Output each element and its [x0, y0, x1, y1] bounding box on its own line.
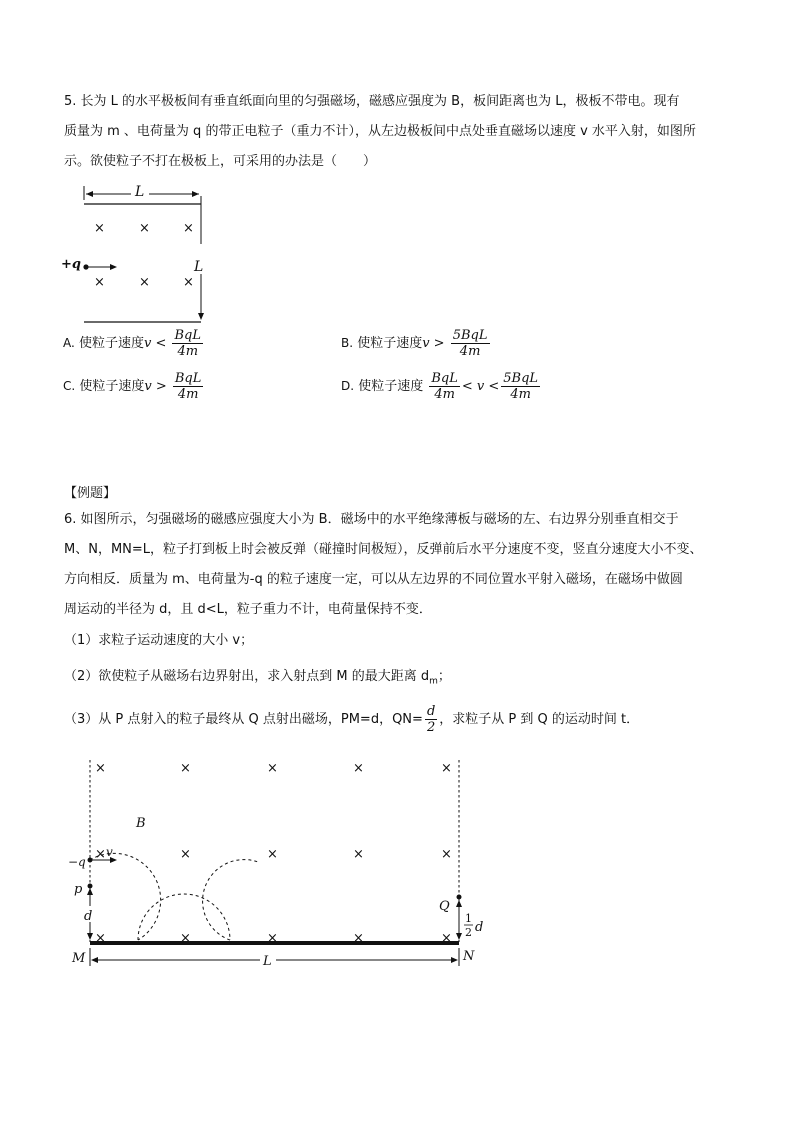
q6-label-d: d	[84, 909, 93, 924]
q6-field-cross: ×	[353, 847, 364, 862]
q6-label-p: p	[74, 882, 83, 897]
q6-field-cross: ×	[267, 931, 278, 946]
q6-field-cross: ×	[180, 931, 191, 946]
q6-label-half-den: 2	[465, 926, 472, 939]
q5-line-1: 5. 长为 L 的水平极板间有垂直纸面向里的匀强磁场，磁感应强度为 B，板间距离也为 L，极板不带电。现有	[64, 94, 680, 109]
q6-field-cross: ×	[353, 931, 364, 946]
q5-label-L-right: L	[194, 259, 204, 275]
q6-label-half-d: d	[475, 920, 484, 935]
q5-field-cross: ×	[94, 275, 105, 290]
q5-option-d-fraction-2: $\frac{\text{5BqL}}{4m}$	[503, 371, 539, 402]
q5-label-L-top: L	[135, 184, 145, 200]
q6-label-v: v	[106, 845, 113, 859]
q5-figure	[55, 178, 225, 330]
q6-label-half-num: 1	[465, 912, 472, 925]
q6-field-cross: ×	[441, 761, 452, 776]
q5-option-d[interactable]: D. 使粒子速度 $\frac{\text{BqL}}{4m}$ < v < $\frac{\text{5BqL}}{4m}$	[341, 371, 539, 402]
q5-field-cross: ×	[183, 275, 194, 290]
q5-field-cross: ×	[139, 221, 150, 236]
q6-line-3: 方向相反．质量为 m、电荷量为-q 的粒子速度一定，可以从左边界的不同位置水平射入磁场，在磁场中做圆	[64, 572, 683, 587]
q6-field-cross: ×	[95, 761, 106, 776]
q5-option-b-fraction: $\frac{\text{5BqL}}{4m}$	[452, 328, 488, 359]
q5-field-cross: ×	[94, 221, 105, 236]
q6-label-Q: Q	[439, 899, 450, 914]
q6-label-B: B	[136, 816, 146, 831]
q6-label-M: M	[72, 951, 86, 966]
q6-sub-question-2: （2）欲使粒子从磁场右边界射出，求入射点到 M 的最大距离 $d_m$；	[64, 669, 451, 687]
q6-field-cross: ×	[441, 931, 452, 946]
q5-label-charge: +q	[61, 257, 81, 272]
q6-sub-question-3: （3）从 P 点射入的粒子最终从 Q 点射出磁场，PM=d，QN= $\frac{d}{2}$ ，求粒子从 P 到 Q 的运动时间 t．	[64, 704, 640, 735]
q6-line-1: 6. 如图所示，匀强磁场的磁感应强度大小为 B．磁场中的水平绝缘薄板与磁场的左、右边界分别垂直相交于	[64, 512, 679, 527]
q5-field-cross: ×	[139, 275, 150, 290]
q6-label-minus-q: −q	[68, 855, 86, 869]
q6-field-cross: ×	[180, 761, 191, 776]
q6-field-cross: ×	[267, 847, 278, 862]
q5-option-c[interactable]: C. 使粒子速度v > $\frac{\text{BqL}}{4m}$	[63, 371, 202, 402]
q5-option-c-fraction: $\frac{\text{BqL}}{4m}$	[174, 371, 202, 402]
q6-line-2: M、N，MN=L，粒子打到板上时会被反弹（碰撞时间极短），反弹前后水平分速度不变，竖直分速度大小不变、	[64, 542, 703, 557]
q6-label-L: L	[263, 954, 272, 969]
q6-line-4: 周运动的半径为 d，且 d<L，粒子重力不计，电荷量保持不变．	[64, 602, 432, 617]
q6-field-cross: ×	[95, 931, 106, 946]
q6-sub-question-1: （1）求粒子运动速度的大小 v；	[64, 633, 254, 648]
q6-field-cross: ×	[267, 761, 278, 776]
q5-line-3: 示。欲使粒子不打在极板上，可采用的办法是（ ）	[64, 154, 377, 169]
section-title-examples: 【例题】	[64, 486, 117, 501]
q5-option-b[interactable]: B. 使粒子速度v > $\frac{\text{5BqL}}{4m}$	[341, 328, 488, 359]
q6-label-N: N	[463, 949, 475, 964]
q6-field-cross: ×	[180, 847, 191, 862]
q5-option-d-fraction-1: $\frac{\text{BqL}}{4m}$	[431, 371, 458, 402]
q5-option-a-fraction: $\frac{\text{BqL}}{4m}$	[174, 328, 201, 359]
q6-figure	[60, 752, 500, 974]
q5-option-a[interactable]: A. 使粒子速度v < $\frac{\text{BqL}}{4m}$	[63, 328, 201, 359]
q6-field-cross: ×	[441, 847, 452, 862]
q6-point-Q	[457, 895, 462, 900]
q6-trajectory	[203, 860, 258, 940]
q6-field-cross: ×	[353, 761, 364, 776]
q6-trajectory	[90, 853, 161, 940]
q6-point-p	[88, 884, 93, 889]
q5-line-2: 质量为 m 、电荷量为 q 的带正电粒子（重力不计），从左边极板间中点处垂直磁场以速度 v 水平入射，如图所	[64, 124, 696, 139]
q5-field-cross: ×	[183, 221, 194, 236]
q6-fraction-d-over-2: $\frac{d}{2}$	[426, 704, 436, 735]
q5-particle	[83, 264, 88, 269]
q6-field-cross: ×	[95, 847, 106, 862]
